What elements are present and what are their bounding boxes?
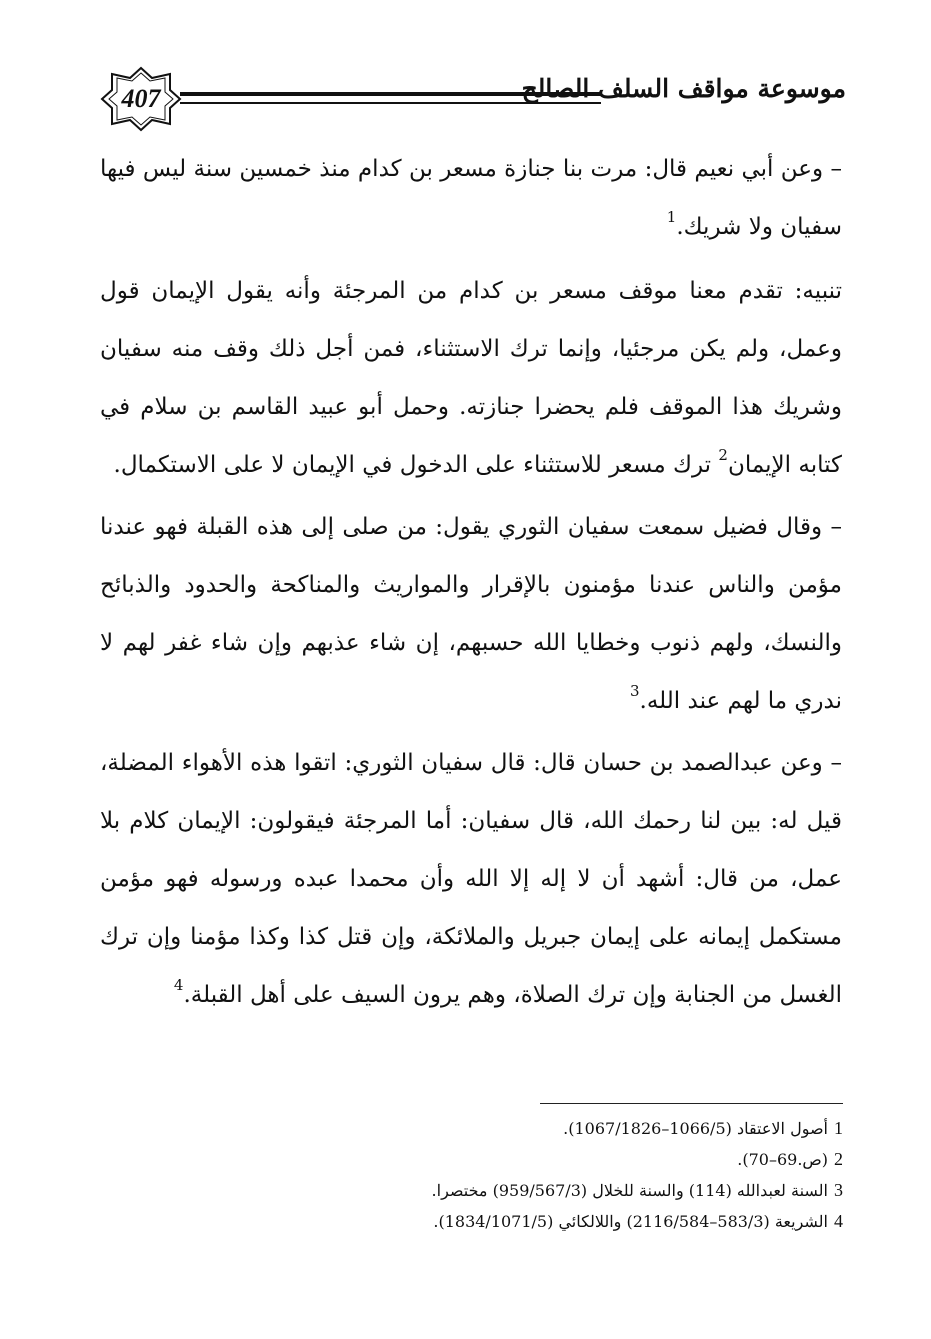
footnote-text: أصول الاعتقاد (1066/5–1067/1826). — [563, 1119, 828, 1138]
footnote — [300, 1113, 843, 1144]
footnote-number: 4 — [834, 1211, 843, 1231]
footnote-number: 3 — [834, 1180, 843, 1200]
footnote-number: 1 — [834, 1118, 843, 1138]
paragraph — [100, 140, 842, 256]
page-number: 407 — [121, 84, 161, 113]
paragraph — [100, 498, 842, 730]
footnote-text: (ص.69–70). — [737, 1150, 828, 1169]
paragraph-text: تنبيه: تقدم معنا موقف مسعر بن كدام من المرجئة وأنه يقول الإيمان قول وعمل، ولم يكن مرجئيا، وإنما ترك الاستثناء، فمن أجل ذلك وقف منه سفيان وشريك هذا الموقف فلم يحضرا جنازته. وحمل أبو عبيد القاسم بن سلام في كتابه الإيمان — [100, 278, 842, 478]
footnote-ref: 3 — [629, 682, 640, 700]
page-number-badge — [100, 66, 182, 132]
body-text — [100, 140, 842, 1028]
footnote-ref: 4 — [173, 976, 184, 994]
paragraph-text: ترك مسعر للاستثناء على الدخول في الإيمان لا على الاستكمال. — [113, 452, 719, 478]
footnote-ref: 2 — [718, 446, 728, 464]
paragraph-text: – وقال فضيل سمعت سفيان الثوري يقول: من صلى إلى هذه القبلة فهو عندنا مؤمن والناس عندنا مؤمنون بالإقرار والمواريث والمناكحة والحدود والذبائح والنسك، ولهم ذنوب وخطايا الله حسبهم، إن شاء عذبهم وإن شاء غفر لهم لا ندري ما لهم عند الله. — [100, 514, 842, 714]
footnote-ref: 1 — [666, 208, 677, 226]
footnote — [300, 1144, 843, 1175]
footnote-text: الشريعة (583/3–2116/584) واللالكائي (1834/1071/5). — [433, 1212, 828, 1231]
footnote-text: السنة لعبدالله (114) والسنة للخلال (959/567/3) مختصرا. — [431, 1181, 828, 1200]
paragraph-text: – وعن عبدالصمد بن حسان قال: قال سفيان الثوري: اتقوا هذه الأهواء المضلة، قيل له: بين لنا رحمك الله، قال سفيان: أما المرجئة فيقولون: الإيمان كلام بلا عمل، من قال: أشهد أن لا إله إلا الله وأن محمدا عبده ورسوله فهو مؤمن مستكمل إيمانه على إيمان جبريل والملائكة، وإن قتل كذا وكذا مؤمنا وإن ترك الغسل من الجنابة وإن ترك الصلاة، وهم يرون السيف على أهل القبلة. — [100, 750, 842, 1008]
footnote — [300, 1206, 843, 1237]
footnote-number: 2 — [834, 1149, 843, 1169]
footnotes — [300, 1113, 843, 1237]
footnote — [300, 1175, 843, 1206]
book-title: موسوعة مواقف السلف الصالح — [521, 74, 846, 103]
paragraph-text: – وعن أبي نعيم قال: مرت بنا جنازة مسعر بن كدام منذ خمسين سنة ليس فيها سفيان ولا شريك. — [100, 156, 842, 240]
footnote-divider — [540, 1103, 843, 1104]
page-header — [100, 66, 846, 132]
paragraph — [100, 734, 842, 1024]
paragraph — [100, 262, 842, 494]
